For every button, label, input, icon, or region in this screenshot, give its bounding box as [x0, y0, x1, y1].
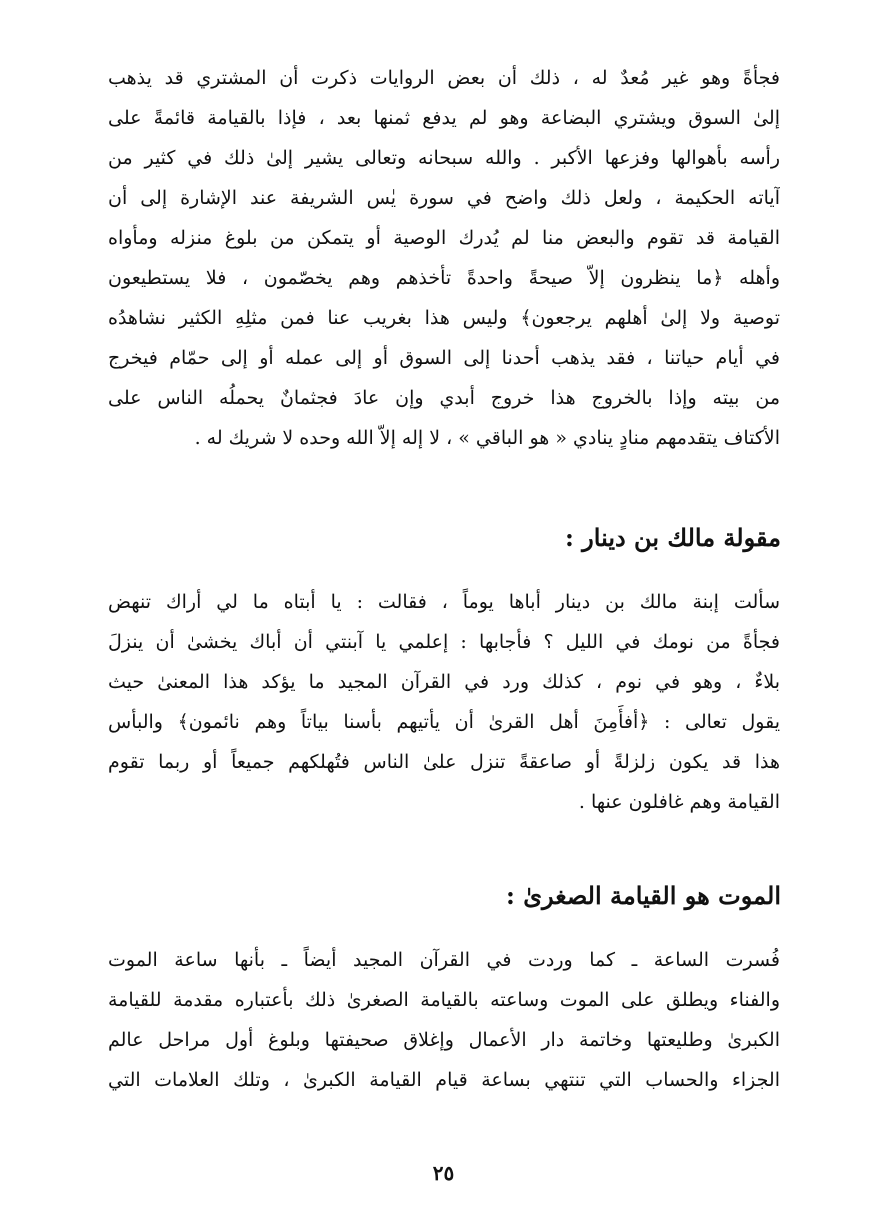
text-line: وأهله ﴿ما ينظرون إلاّ صيحةً واحدةً تأخذهم وهم يخصّمون ، فلا يستطيعون — [108, 267, 780, 289]
text-line: القيامة قد تقوم والبعض منا لم يُدرك الوصية أو يتمكن من بلوغ منزله ومأواه — [108, 227, 780, 249]
section-heading-malik-bin-dinar: مقولة مالك بن دينار : — [564, 523, 781, 552]
text-line: آياته الحكيمة ، ولعل ذلك واضح في سورة يٰس الشريفة عند الإشارة إلى أن — [108, 187, 780, 209]
text-line: والفناء ويطلق على الموت وساعته بالقيامة الصغرىٰ ذلك بأعتباره مقدمة للقيامة — [108, 989, 780, 1011]
text-line: هذا قد يكون زلزلةً أو صاعقةً تنزل علىٰ الناس فتُهلكهم جميعاً أو ربما تقوم — [108, 751, 780, 773]
text-line: في أيام حياتنا ، فقد يذهب أحدنا إلى السوق أو إلى عمله أو إلى حمّام فيخرج — [108, 347, 780, 369]
text-line: فجأةً من نومك في الليل ؟ فأجابها : إعلمي يا آبنتي أن أباك يخشىٰ أن ينزلَ — [108, 631, 780, 653]
text-line: الجزاء والحساب التي تنتهي بساعة قيام القيامة الكبرىٰ ، وتلك العلامات التي — [108, 1069, 780, 1091]
text-line: الكبرىٰ وطليعتها وخاتمة دار الأعمال وإغلاق صحيفتها وبلوغ أول مراحل عالم — [108, 1029, 780, 1051]
page-number: ٢٥ — [432, 1161, 455, 1185]
section-heading-death-minor-resurrection: الموت هو القيامة الصغرىٰ : — [506, 881, 781, 910]
text-line: من بيته وإذا بالخروج هذا خروج أبدي وإن عادَ فجثمانٌ يحملُه الناس على — [108, 387, 780, 409]
text-line: القيامة وهم غافلون عنها . — [578, 791, 780, 813]
text-line: يقول تعالى : ﴿أفأَمِنَ أهل القرىٰ أن يأتيهم بأسنا بياتاً وهم نائمون﴾ والبأس — [108, 711, 780, 733]
text-line: الأكتاف يتقدمهم منادٍ ينادي « هو الباقي » ، لا إله إلاّ الله وحده لا شريك له . — [194, 427, 780, 449]
text-line: توصية ولا إلىٰ أهلهم يرجعون﴾ وليس هذا بغريب عنا فمن مثلِهِ الكثير نشاهدُه — [108, 307, 780, 329]
text-line: بلاءٌ ، وهو في نوم ، كذلك ورد في القرآن المجيد ما يؤكد هذا المعنىٰ حيث — [108, 671, 780, 693]
text-line: فجأةً وهو غير مُعدٌ له ، ذلك أن بعض الروايات ذكرت أن المشتري قد يذهب — [108, 67, 780, 89]
paragraph-malik-bin-dinar — [108, 582, 780, 822]
text-line: سألت إبنة مالك بن دينار أباها يوماً ، فقالت : يا أبتاه ما لي أراك تنهض — [108, 591, 780, 613]
paragraph-main — [108, 58, 780, 458]
text-line: رأسه بأهوالها وفزعها الأكبر . والله سبحانه وتعالى يشير إلىٰ ذلك في كثير من — [108, 147, 780, 169]
paragraph-death — [108, 940, 780, 1100]
text-line: فُسرت الساعة ـ كما وردت في القرآن المجيد أيضاً ـ بأنها ساعة الموت — [108, 949, 780, 971]
text-line: إلىٰ السوق ويشتري البضاعة وهو لم يدفع ثمنها بعد ، فإذا بالقيامة قائمةً على — [108, 107, 780, 129]
